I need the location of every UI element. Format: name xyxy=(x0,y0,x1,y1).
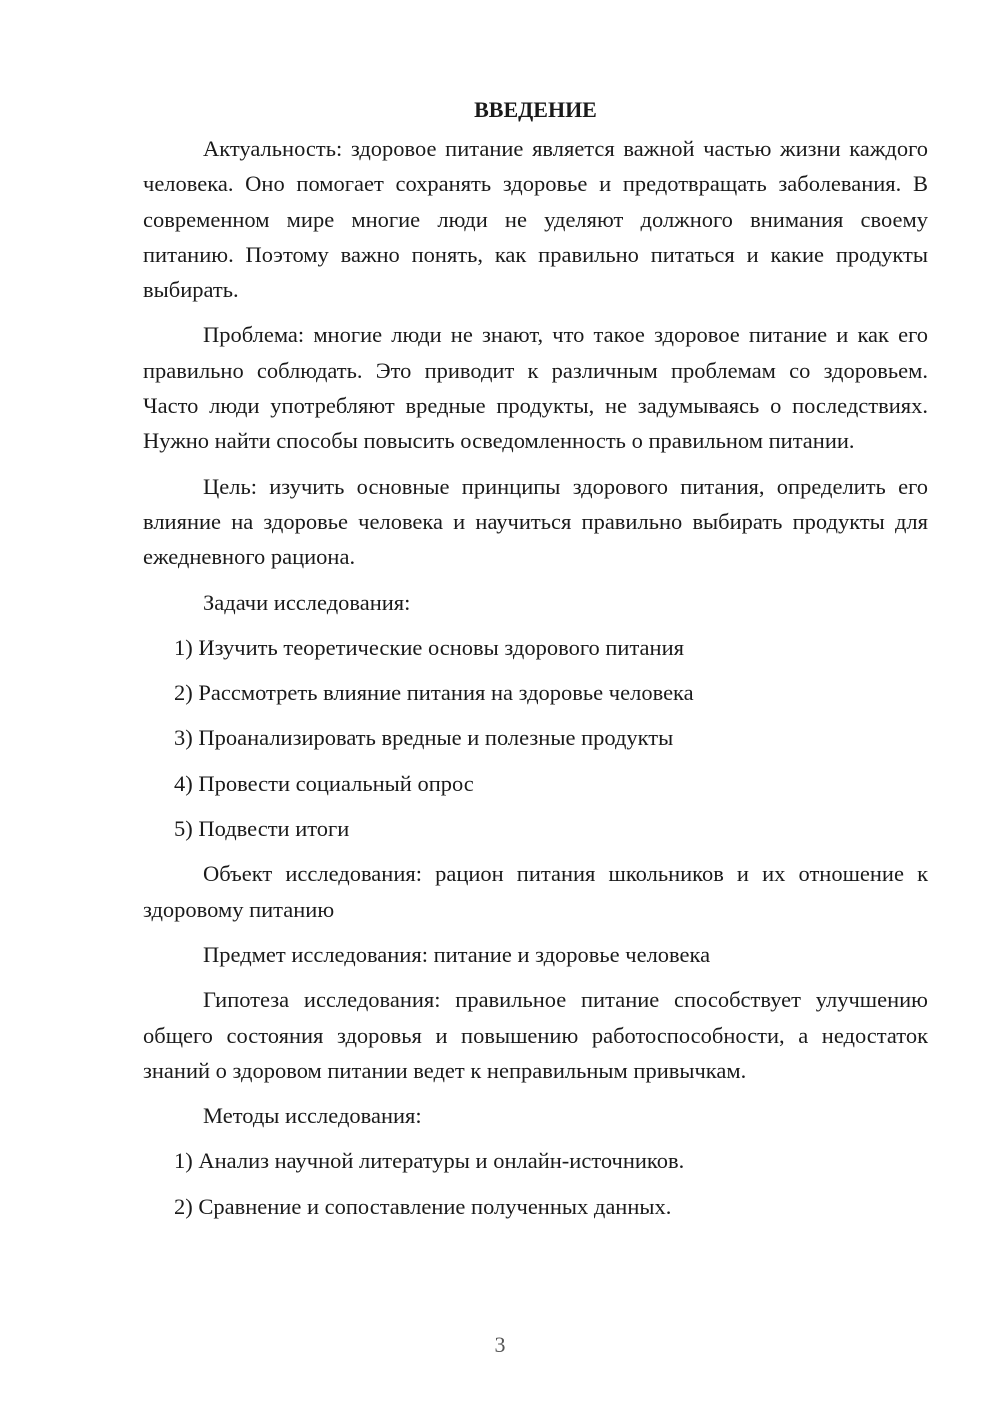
problem-paragraph: Проблема: многие люди не знают, что такое здоровое питание и как его правильно соблюдать. Это приводит к различным проблемам со здоровьем. Часто люди употребляют вредные продукты, не задумываясь о последствиях. Нужно найти способы повысить осведомленность о правильном питании. xyxy=(143,322,928,454)
task-item-4: 4) Провести социальный опрос xyxy=(174,770,474,796)
method-item-1: 1) Анализ научной литературы и онлайн-источников. xyxy=(174,1148,685,1174)
page-number: 3 xyxy=(494,1332,506,1357)
subject-paragraph: Предмет исследования: питание и здоровье человека xyxy=(203,941,711,967)
goal-paragraph: Цель: изучить основные принципы здорового питания, определить его влияние на здоровье человека и научиться правильно выбирать продукты для ежедневного рациона. xyxy=(143,473,928,570)
task-item-1: 1) Изучить теоретические основы здорового питания xyxy=(174,634,684,660)
document-page xyxy=(143,92,928,1234)
task-item-3: 3) Проанализировать вредные и полезные продукты xyxy=(174,725,674,751)
task-item-5: 5) Подвести итоги xyxy=(174,816,350,842)
page-title: ВВЕДЕНИЕ xyxy=(474,97,597,122)
task-item-2: 2) Рассмотреть влияние питания на здоровье человека xyxy=(174,680,694,706)
method-item-2: 2) Сравнение и сопоставление полученных данных. xyxy=(174,1193,672,1219)
tasks-heading: Задачи исследования: xyxy=(203,589,411,615)
object-paragraph: Объект исследования: рацион питания школьников и их отношение к здоровому питанию xyxy=(143,861,928,922)
hypothesis-paragraph: Гипотеза исследования: правильное питание способствует улучшению общего состояния здоровья и повышению работоспособности, а недостаток знаний о здоровом питании ведет к неправильным привычкам. xyxy=(143,987,928,1083)
methods-heading: Методы исследования: xyxy=(203,1103,422,1129)
relevance-paragraph: Актуальность: здоровое питание является важной частью жизни каждого человека. Оно помогает сохранять здоровье и предотвращать заболевания. В современном мире многие люди не уделяют должного внимания своему питанию. Поэтому важно понять, как правильно питаться и какие продукты выбирать. xyxy=(143,136,928,303)
